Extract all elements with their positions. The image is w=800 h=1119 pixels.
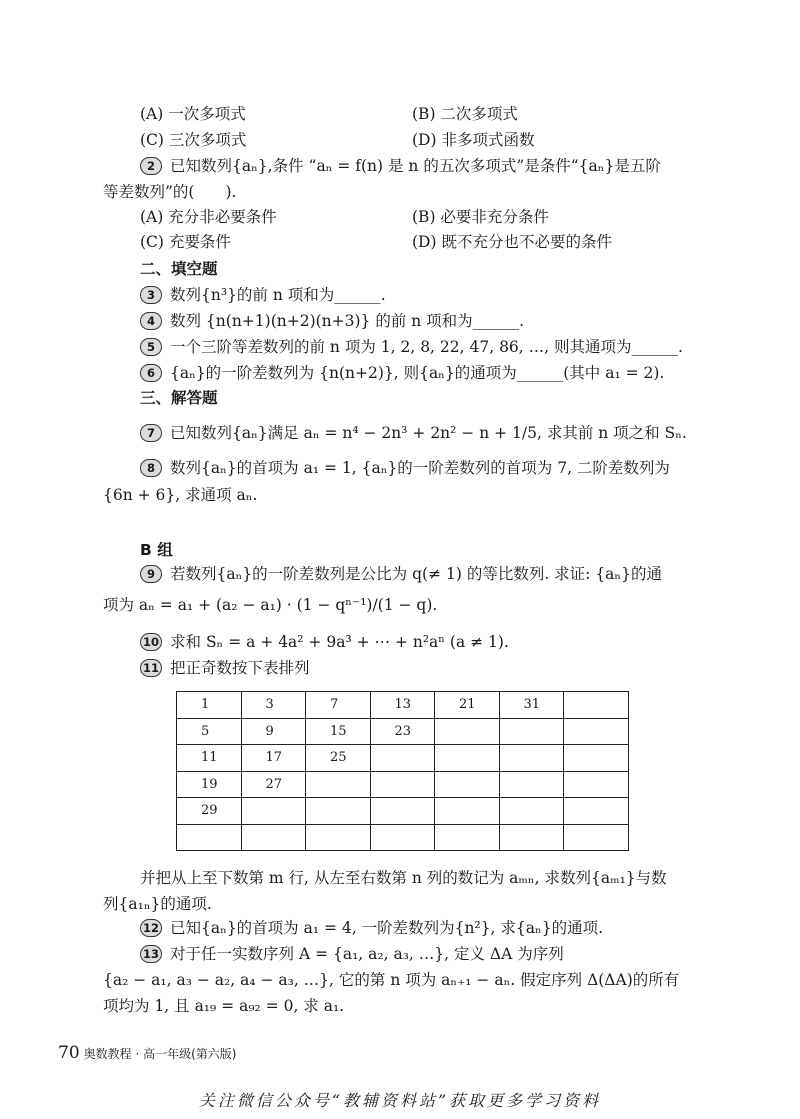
table-cell bbox=[564, 692, 629, 719]
page-footer bbox=[58, 1043, 236, 1063]
q2-option-a: (A) 充分非必要条件 bbox=[140, 208, 277, 226]
table-cell: 25 bbox=[306, 745, 371, 772]
table-row bbox=[177, 692, 629, 719]
question-4 bbox=[140, 310, 524, 332]
question-number: 7 bbox=[140, 424, 162, 442]
table-cell bbox=[564, 771, 629, 798]
promo-banner: 关注微信公众号“教辅资料站”获取更多学习资料 bbox=[198, 1091, 602, 1110]
question-2-cont: 等差数列”的( ). bbox=[103, 183, 237, 201]
table-row bbox=[177, 824, 629, 851]
question-5 bbox=[140, 336, 683, 358]
question-number: 12 bbox=[140, 919, 162, 937]
table-cell bbox=[241, 824, 306, 851]
table-row bbox=[177, 745, 629, 772]
table-cell bbox=[499, 824, 564, 851]
table-cell bbox=[435, 798, 500, 825]
question-3 bbox=[140, 284, 386, 306]
table-cell bbox=[499, 718, 564, 745]
question-text: 数列 {n(n+1)(n+2)(n+3)} 的前 n 项和为______. bbox=[170, 312, 525, 330]
table-row bbox=[177, 718, 629, 745]
question-number: 9 bbox=[140, 565, 162, 583]
question-number: 4 bbox=[140, 312, 162, 330]
table-cell bbox=[370, 745, 435, 772]
table-cell bbox=[370, 824, 435, 851]
q1-option-d: (D) 非多项式函数 bbox=[412, 131, 535, 149]
table-cell: 3 bbox=[241, 692, 306, 719]
table-row bbox=[177, 771, 629, 798]
group-b-heading: B 组 bbox=[140, 541, 173, 559]
question-text: {aₙ}的一阶差数列为 {n(n+2)}, 则{aₙ}的通项为______(其中 a₁ = 2). bbox=[170, 364, 665, 382]
q1-option-b: (B) 二次多项式 bbox=[412, 105, 518, 123]
question-11-after: 并把从上至下数第 m 行, 从左至右数第 n 列的数记为 aₘₙ, 求数列{aₘ₁}与数 bbox=[140, 869, 667, 887]
table-cell bbox=[435, 718, 500, 745]
question-text: 数列{aₙ}的首项为 a₁ = 1, {aₙ}的一阶差数列的首项为 7, 二阶差数列为 bbox=[170, 459, 670, 477]
question-number: 10 bbox=[140, 633, 162, 651]
table-cell: 19 bbox=[177, 771, 242, 798]
table-cell bbox=[564, 798, 629, 825]
table-row bbox=[177, 798, 629, 825]
table-cell: 5 bbox=[177, 718, 242, 745]
section-heading-fill: 二、填空题 bbox=[140, 260, 218, 278]
q2-option-b: (B) 必要非充分条件 bbox=[412, 208, 549, 226]
table-cell bbox=[435, 745, 500, 772]
table-cell: 31 bbox=[499, 692, 564, 719]
question-11 bbox=[140, 657, 310, 679]
table-cell bbox=[241, 798, 306, 825]
question-number: 6 bbox=[140, 364, 162, 382]
table-cell bbox=[499, 771, 564, 798]
question-10 bbox=[140, 631, 509, 653]
question-9-cont: 项为 aₙ = a₁ + (a₂ − a₁) · (1 − qⁿ⁻¹)/(1 − q). bbox=[103, 596, 438, 614]
question-text: 一个三阶等差数列的前 n 项为 1, 2, 8, 22, 47, 86, …, 则其通项为______. bbox=[170, 338, 683, 356]
question-number: 2 bbox=[140, 157, 162, 175]
table-cell: 9 bbox=[241, 718, 306, 745]
table-cell: 11 bbox=[177, 745, 242, 772]
table-cell bbox=[177, 824, 242, 851]
table-cell: 15 bbox=[306, 718, 371, 745]
question-number: 13 bbox=[140, 945, 162, 963]
question-text: 已知{aₙ}的首项为 a₁ = 4, 一阶差数列为{n²}, 求{aₙ}的通项. bbox=[170, 919, 603, 937]
question-13-cont-1: {a₂ − a₁, a₃ − a₂, a₄ − a₃, …}, 它的第 n 项为 aₙ₊₁ − aₙ. 假定序列 Δ(ΔA)的所有 bbox=[103, 971, 680, 989]
q2-option-c: (C) 充要条件 bbox=[140, 233, 231, 251]
table-cell: 1 bbox=[177, 692, 242, 719]
table-cell: 23 bbox=[370, 718, 435, 745]
table-cell bbox=[306, 824, 371, 851]
table-cell: 21 bbox=[435, 692, 500, 719]
table-cell bbox=[435, 824, 500, 851]
question-8-cont: {6n + 6}, 求通项 aₙ. bbox=[103, 486, 258, 504]
question-2 bbox=[140, 155, 661, 177]
q2-option-d: (D) 既不充分也不必要的条件 bbox=[412, 233, 612, 251]
table-cell: 7 bbox=[306, 692, 371, 719]
section-heading-answer: 三、解答题 bbox=[140, 389, 218, 407]
question-7 bbox=[140, 422, 687, 444]
table-cell bbox=[435, 771, 500, 798]
q1-option-a: (A) 一次多项式 bbox=[140, 105, 246, 123]
table-cell bbox=[499, 745, 564, 772]
book-title: 奥数教程 · 高一年级(第六版) bbox=[83, 1047, 237, 1061]
question-number: 11 bbox=[140, 659, 162, 677]
question-11-after-cont: 列{a₁ₙ}的通项. bbox=[103, 895, 212, 913]
table-cell bbox=[306, 771, 371, 798]
q1-option-c: (C) 三次多项式 bbox=[140, 131, 247, 149]
question-9 bbox=[140, 563, 662, 585]
question-6 bbox=[140, 362, 664, 384]
table-cell: 29 bbox=[177, 798, 242, 825]
table-cell bbox=[564, 718, 629, 745]
question-number: 3 bbox=[140, 286, 162, 304]
table-cell bbox=[306, 798, 371, 825]
question-text: 已知数列{aₙ}满足 aₙ = n⁴ − 2n³ + 2n² − n + 1/5, 求其前 n 项之和 Sₙ. bbox=[170, 424, 687, 442]
question-text: 若数列{aₙ}的一阶差数列是公比为 q(≠ 1) 的等比数列. 求证: {aₙ}的通 bbox=[170, 565, 662, 583]
question-text: 对于任一实数序列 A = {a₁, a₂, a₃, …}, 定义 ΔA 为序列 bbox=[170, 945, 564, 963]
table-cell bbox=[370, 771, 435, 798]
table-cell: 27 bbox=[241, 771, 306, 798]
question-13-cont-2: 项均为 1, 且 a₁₉ = a₉₂ = 0, 求 a₁. bbox=[103, 997, 345, 1015]
odd-number-table bbox=[176, 691, 629, 851]
table-cell: 17 bbox=[241, 745, 306, 772]
table-cell bbox=[564, 824, 629, 851]
table-cell bbox=[499, 798, 564, 825]
question-8 bbox=[140, 457, 670, 479]
question-13 bbox=[140, 943, 564, 965]
table-cell: 13 bbox=[370, 692, 435, 719]
table-cell bbox=[564, 745, 629, 772]
question-text: 求和 Sₙ = a + 4a² + 9a³ + ⋯ + n²aⁿ (a ≠ 1). bbox=[170, 633, 509, 651]
question-number: 5 bbox=[140, 338, 162, 356]
table-cell bbox=[370, 798, 435, 825]
question-text: 数列{n³}的前 n 项和为______. bbox=[170, 286, 386, 304]
question-12 bbox=[140, 917, 603, 939]
question-text: 把正奇数按下表排列 bbox=[170, 659, 310, 677]
question-text: 已知数列{aₙ},条件 “aₙ = f(n) 是 n 的五次多项式”是条件“{aₙ}是五阶 bbox=[170, 157, 661, 175]
page-number: 70 bbox=[58, 1043, 80, 1063]
question-number: 8 bbox=[140, 459, 162, 477]
